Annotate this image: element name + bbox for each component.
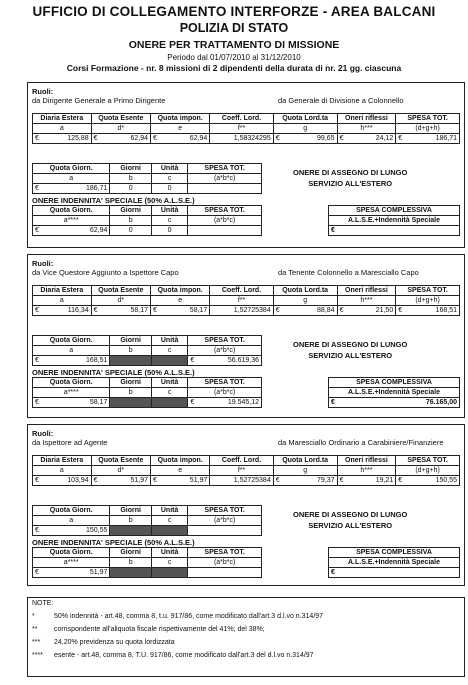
note-text: 24,20% previdenza su quota lordizzata: [54, 639, 175, 646]
value-cell: [110, 356, 152, 366]
euro-sign: €: [35, 527, 39, 534]
value-cell: [337, 134, 396, 144]
col-letter: b: [110, 516, 152, 526]
value-cell: [91, 476, 150, 486]
col-header: SPESA TOT.: [396, 456, 460, 466]
col-letter: a: [33, 296, 92, 306]
spesa-complessiva-header: SPESA COMPLESSIVA: [329, 548, 460, 558]
col-letter: (d+g+h): [396, 466, 460, 476]
euro-sign: €: [35, 357, 39, 364]
value-cell: [151, 134, 210, 144]
col-letter: (a*b*c): [188, 388, 262, 398]
col-letter: (a*b*c): [188, 346, 262, 356]
value-cell: [33, 184, 110, 194]
alse-header: A.L.S.E.+Indennità Speciale: [329, 388, 460, 398]
value: 0: [167, 185, 172, 192]
col-header: SPESA TOT.: [188, 206, 262, 216]
value-cell: [188, 568, 262, 578]
euro-sign: €: [153, 135, 157, 142]
giorn-table: [32, 163, 262, 194]
value: 0: [128, 227, 133, 234]
col-letter: g: [273, 466, 337, 476]
alse-header: A.L.S.E.+Indennità Speciale: [329, 558, 460, 568]
value: 56.619,36: [227, 357, 259, 364]
col-letter: h***: [337, 124, 396, 134]
ruoli-label: Ruoli:: [32, 87, 54, 96]
col-letter: c: [151, 174, 187, 184]
euro-sign: €: [398, 135, 403, 142]
indenn-title: ONERE INDENNITA' SPECIALE (50% A.L.S.E.): [32, 368, 195, 377]
euro-sign: €: [153, 477, 157, 484]
col-header: Quota Esente: [91, 456, 150, 466]
euro-sign: €: [35, 569, 39, 576]
col-letter: (d+g+h): [396, 124, 460, 134]
doc-periodo: Periodo dal 01/07/2010 al 31/12/2010: [167, 53, 301, 62]
assegno-label: ONERE DI ASSEGNO DI LUNGO SERVIZIO ALL'ESTERO: [293, 510, 408, 530]
col-letter: a: [33, 516, 110, 526]
col-letter: f**: [210, 466, 273, 476]
value-cell: [110, 526, 152, 536]
col-header: Quota Esente: [91, 286, 150, 296]
totale-cell: [329, 568, 460, 578]
value-cell: [33, 398, 110, 408]
col-letter: b: [110, 388, 152, 398]
notes-title: NOTE:: [32, 600, 54, 607]
value: 58,17: [130, 307, 148, 314]
value: 103,94: [67, 477, 89, 484]
euro-sign: €: [93, 307, 98, 314]
value: 88,84: [317, 307, 335, 314]
ruoli-section-3: [27, 424, 465, 586]
col-header: Quota impon.: [151, 456, 210, 466]
value: 116,34: [67, 307, 89, 314]
main-table: [32, 455, 460, 486]
euro-sign: €: [35, 399, 39, 406]
value-cell: [188, 398, 262, 408]
col-header: Quota impon.: [151, 114, 210, 124]
col-letter: c: [151, 346, 187, 356]
col-letter: a: [33, 466, 92, 476]
col-header: Unità: [151, 378, 187, 388]
note-text: corrispondente all'aliquota fiscale rispettivamente del 41%; del 38%;: [54, 626, 265, 633]
euro-sign: €: [331, 399, 335, 406]
col-letter: b: [110, 346, 152, 356]
value-cell: [273, 476, 337, 486]
value: 51,97: [130, 477, 148, 484]
col-letter: e: [151, 466, 210, 476]
col-header: Unità: [151, 506, 187, 516]
col-letter: (a*b*c): [188, 216, 262, 226]
euro-sign: €: [398, 477, 403, 484]
col-header: Quota Lord.ta: [273, 114, 337, 124]
euro-sign: €: [35, 135, 39, 142]
spesa-complessiva-table: [328, 205, 460, 236]
col-header: Quota Lord.ta: [273, 286, 337, 296]
value-cell: [151, 356, 187, 366]
value-cell: [273, 306, 337, 316]
indenn-table: [32, 377, 262, 408]
note-text: esente - art.48, comma 8, T.U. 917/86, come modificato dall'art.3 del d.l.vo n.314/97: [54, 652, 314, 659]
value: 0: [167, 227, 172, 234]
col-header: Diaria Estera: [33, 456, 92, 466]
value-cell: [33, 306, 92, 316]
col-header: Giorni: [110, 506, 152, 516]
value-cell: [188, 526, 262, 536]
value-cell: [110, 398, 152, 408]
spesa-complessiva-table: [328, 547, 460, 578]
value: 58,17: [89, 399, 108, 406]
giorn-table: [32, 505, 262, 536]
euro-sign: €: [190, 399, 195, 406]
value-cell: [33, 134, 92, 144]
col-letter: a****: [33, 558, 110, 568]
spesa-complessiva-table: [328, 377, 460, 408]
euro-sign: €: [153, 307, 157, 314]
col-letter: f**: [210, 296, 273, 306]
note-text: 50% indennità - art.48, comma 8, t.u. 917/86, come modificato dall'art.3 d.l.vo n.314/97: [54, 613, 324, 620]
giorn-table: [32, 335, 262, 366]
col-header: Quota Giorn.: [33, 378, 110, 388]
col-letter: a****: [33, 388, 110, 398]
value-cell: [110, 226, 152, 236]
value: 19.545,12: [227, 399, 259, 406]
value-cell: [151, 306, 210, 316]
value: 19,21: [375, 477, 394, 484]
col-letter: e: [151, 296, 210, 306]
col-letter: c: [151, 558, 187, 568]
value: 62,94: [89, 227, 108, 234]
col-letter: (a*b*c): [188, 516, 262, 526]
doc-onere: ONERE PER TRATTAMENTO DI MISSIONE: [128, 39, 340, 51]
totale-cell: [329, 398, 460, 408]
ruoli-section-2: [27, 254, 465, 418]
value-cell: [33, 476, 92, 486]
col-header: SPESA TOT.: [188, 506, 262, 516]
col-letter: (a*b*c): [188, 558, 262, 568]
value: 21,50: [375, 307, 394, 314]
col-header: Giorni: [110, 164, 152, 174]
note-mark: ***: [32, 639, 41, 646]
value: 186,71: [435, 135, 457, 142]
euro-sign: €: [331, 227, 335, 234]
value-cell: [151, 226, 187, 236]
euro-sign: €: [331, 569, 335, 576]
alse-header: A.L.S.E.+Indennità Speciale: [329, 216, 460, 226]
spesa-complessiva-header: SPESA COMPLESSIVA: [329, 378, 460, 388]
col-header: Unità: [151, 336, 187, 346]
value: 99,65: [317, 135, 335, 142]
doc-corsi: Corsi Formazione - nr. 8 missioni di 2 dipendenti della durata di nr. 21 gg. ciascuna: [66, 63, 402, 73]
value: 51,97: [189, 477, 208, 484]
indenn-title: ONERE INDENNITA' SPECIALE (50% A.L.S.E.): [32, 538, 195, 547]
indenn-table: [32, 547, 262, 578]
col-header: Coeff. Lord.: [210, 456, 273, 466]
value-cell: [33, 526, 110, 536]
value: 150,55: [435, 477, 457, 484]
col-letter: c: [151, 216, 187, 226]
col-header: SPESA TOT.: [188, 164, 262, 174]
col-header: Oneri riflessi: [337, 114, 396, 124]
totale-value: 76.165,00: [425, 399, 457, 406]
indenn-table: [32, 205, 262, 236]
euro-sign: €: [339, 477, 344, 484]
euro-sign: €: [275, 307, 280, 314]
value: 0: [128, 185, 133, 192]
euro-sign: €: [35, 185, 39, 192]
col-header: Giorni: [110, 378, 152, 388]
euro-sign: €: [93, 477, 98, 484]
col-letter: f**: [210, 124, 273, 134]
value-cell: [151, 568, 187, 578]
note-mark: **: [32, 626, 38, 633]
value: 51,97: [89, 569, 108, 576]
col-letter: c: [151, 388, 187, 398]
value-cell: [188, 356, 262, 366]
value: 62,94: [189, 135, 208, 142]
col-header: Diaria Estera: [33, 286, 92, 296]
note-item: [32, 639, 175, 646]
euro-sign: €: [275, 135, 280, 142]
value-cell: [396, 476, 460, 486]
ruoli-polizia: da Vice Questore Aggiunto a Ispettore Capo: [32, 268, 179, 277]
note-item: [32, 652, 314, 659]
value: 125,88: [67, 135, 89, 142]
value-cell: [33, 568, 110, 578]
col-letter: d*: [91, 124, 150, 134]
value-cell: [188, 226, 262, 236]
value-cell: [151, 526, 187, 536]
main-table: [32, 285, 460, 316]
ruoli-label: Ruoli:: [32, 259, 54, 268]
value-cell: [151, 476, 210, 486]
col-header: Quota Giorn.: [33, 548, 110, 558]
value-cell: [188, 184, 262, 194]
col-letter: e: [151, 124, 210, 134]
value-cell: [91, 306, 150, 316]
value: 168,51: [85, 357, 108, 364]
euro-sign: €: [35, 227, 39, 234]
value: 58,17: [189, 307, 208, 314]
value-cell: [210, 476, 273, 486]
value-cell: [337, 476, 396, 486]
note-mark: ****: [32, 652, 43, 659]
ruoli-polizia: da Ispettore ad Agente: [32, 438, 108, 447]
col-header: SPESA TOT.: [188, 548, 262, 558]
spesa-complessiva-header: SPESA COMPLESSIVA: [329, 206, 460, 216]
col-header: SPESA TOT.: [396, 286, 460, 296]
col-header: Unità: [151, 164, 187, 174]
col-header: SPESA TOT.: [396, 114, 460, 124]
col-header: Oneri riflessi: [337, 456, 396, 466]
col-letter: a: [33, 346, 110, 356]
col-header: Quota Giorn.: [33, 506, 110, 516]
value-cell: [151, 398, 187, 408]
col-letter: b: [110, 216, 152, 226]
col-letter: c: [151, 516, 187, 526]
col-letter: g: [273, 296, 337, 306]
euro-sign: €: [339, 135, 344, 142]
col-header: Coeff. Lord.: [210, 114, 273, 124]
euro-sign: €: [398, 307, 403, 314]
ruoli-militare: da Maresciallo Ordinario a Carabiniere/Finanziere: [278, 438, 444, 447]
col-letter: b: [110, 558, 152, 568]
col-header: Quota impon.: [151, 286, 210, 296]
value: 24,12: [375, 135, 394, 142]
col-letter: d*: [91, 466, 150, 476]
value: 168,51: [435, 307, 457, 314]
col-header: SPESA TOT.: [188, 336, 262, 346]
main-table: [32, 113, 460, 144]
note-mark: *: [32, 613, 35, 620]
note-item: [32, 613, 323, 620]
col-header: Diaria Estera: [33, 114, 92, 124]
col-letter: (a*b*c): [188, 174, 262, 184]
indenn-title: ONERE INDENNITA' SPECIALE (50% A.L.S.E.): [32, 196, 195, 205]
col-header: Coeff. Lord.: [210, 286, 273, 296]
doc-title: UFFICIO DI COLLEGAMENTO INTERFORZE - AREA BALCANI: [32, 4, 436, 19]
value-cell: [396, 134, 460, 144]
col-header: Giorni: [110, 336, 152, 346]
col-header: Quota Giorn.: [33, 164, 110, 174]
col-header: Giorni: [110, 206, 152, 216]
euro-sign: €: [190, 357, 195, 364]
ruoli-polizia: da Dirigente Generale a Primo Dirigente: [32, 96, 166, 105]
col-letter: a: [33, 174, 110, 184]
col-header: Quota Esente: [91, 114, 150, 124]
col-header: Oneri riflessi: [337, 286, 396, 296]
assegno-label: ONERE DI ASSEGNO DI LUNGO SERVIZIO ALL'ESTERO: [293, 168, 408, 188]
value-cell: [91, 134, 150, 144]
col-header: Unità: [151, 548, 187, 558]
value-cell: [151, 184, 187, 194]
col-header: Quota Lord.ta: [273, 456, 337, 466]
value-cell: [33, 356, 110, 366]
euro-sign: €: [35, 307, 39, 314]
value: 186,71: [85, 185, 108, 192]
value: 150,55: [85, 527, 108, 534]
euro-sign: €: [275, 477, 280, 484]
value-cell: [33, 226, 110, 236]
value: 62,94: [130, 135, 148, 142]
note-item: [32, 626, 265, 633]
col-letter: g: [273, 124, 337, 134]
col-header: Giorni: [110, 548, 152, 558]
value: 1,52725384: [233, 307, 271, 314]
value-cell: [210, 306, 273, 316]
value: 1,52725384: [233, 477, 271, 484]
euro-sign: €: [35, 477, 39, 484]
col-header: SPESA TOT.: [188, 378, 262, 388]
col-letter: a****: [33, 216, 110, 226]
col-letter: (d+g+h): [396, 296, 460, 306]
value-cell: [337, 306, 396, 316]
euro-sign: €: [93, 135, 98, 142]
ruoli-label: Ruoli:: [32, 429, 54, 438]
value: 1,58324295: [233, 135, 271, 142]
col-letter: h***: [337, 466, 396, 476]
value-cell: [396, 306, 460, 316]
ruoli-militare: da Tenente Colonnello a Maresciallo Capo: [278, 268, 419, 277]
col-letter: b: [110, 174, 152, 184]
ruoli-section-1: [27, 82, 465, 248]
value: 79,37: [317, 477, 335, 484]
col-header: Quota Giorn.: [33, 336, 110, 346]
col-letter: h***: [337, 296, 396, 306]
col-header: Unità: [151, 206, 187, 216]
value-cell: [110, 184, 152, 194]
ruoli-militare: da Generale di Divisione a Colonnello: [278, 96, 404, 105]
euro-sign: €: [339, 307, 344, 314]
col-header: Quota Giorn.: [33, 206, 110, 216]
value-cell: [110, 568, 152, 578]
value-cell: [273, 134, 337, 144]
totale-cell: [329, 226, 460, 236]
notes-box: [27, 597, 465, 677]
assegno-label: ONERE DI ASSEGNO DI LUNGO SERVIZIO ALL'ESTERO: [293, 340, 408, 360]
col-letter: d*: [91, 296, 150, 306]
doc-subtitle: POLIZIA DI STATO: [179, 21, 289, 35]
value-cell: [210, 134, 273, 144]
col-letter: a: [33, 124, 92, 134]
